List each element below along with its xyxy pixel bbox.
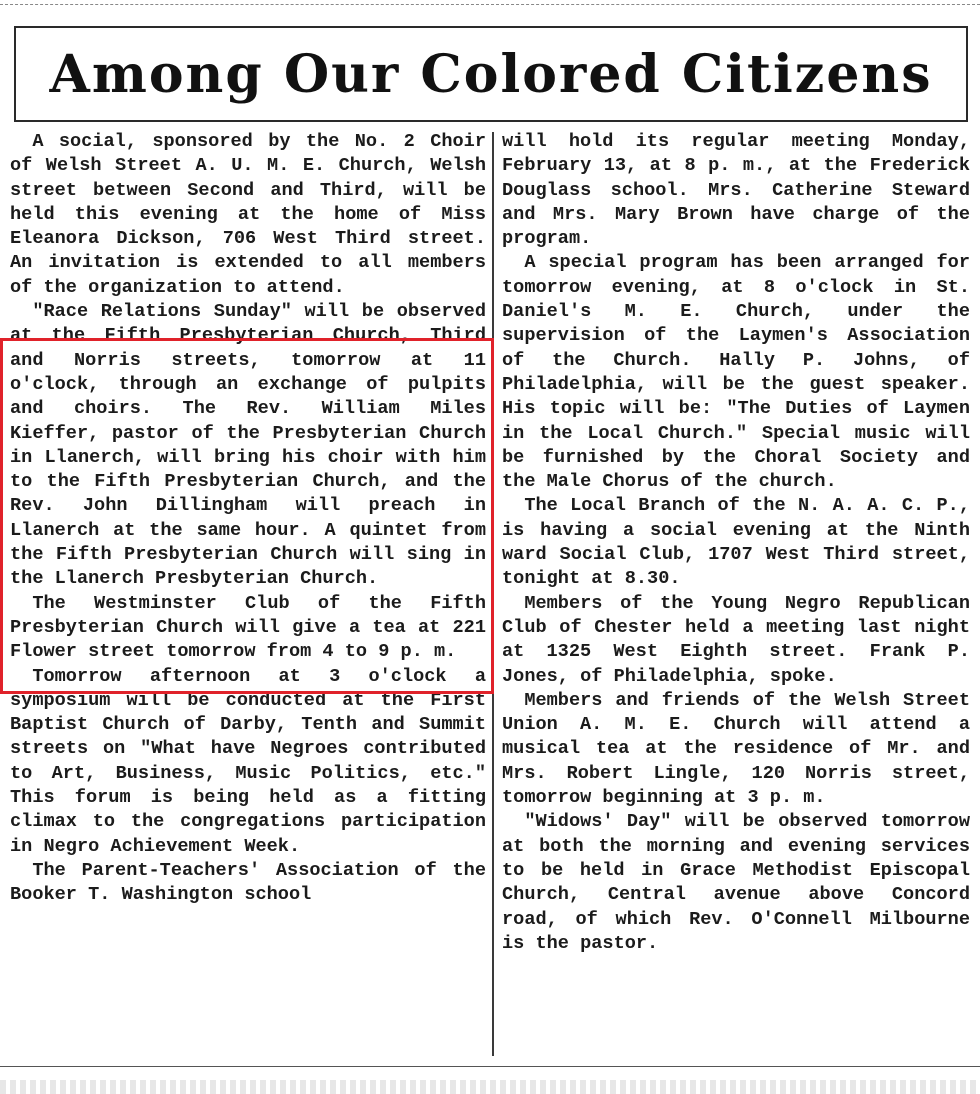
article-baptist-symposium: Tomorrow afternoon at 3 o'clock a symposium will be conducted at the First Baptist Church of Darby, Tenth and Summit streets on "What have Negroes contributed to Art, Business, Music Politics, etc." This forum is being held as a fitting climax to the congregations participation in Negro Achievement Week. (10, 665, 486, 857)
headline: Among Our Colored Citizens (49, 43, 933, 105)
article-choir-social: A social, sponsored by the No. 2 Choir of Welsh Street A. U. M. E. Church, Welsh street between Second and Third, will be held this evening at the home of Miss Eleanora Dickson, 706 West Third street. An invitation is extended to all members of the organization to attend. (10, 131, 486, 298)
bottom-strip (0, 1080, 980, 1094)
masthead-box (14, 26, 968, 122)
bottom-rule (0, 1066, 980, 1067)
article-widows-day: "Widows' Day" will be observed tomorrow at both the morning and evening services to be held in Grace Methodist Episcopal Church, Central avenue above Concord road, of which Rev. O'Connell Milbourne is the pastor. (502, 811, 970, 954)
article-pta-meeting-continued: will hold its regular meeting Monday, February 13, at 8 p. m., at the Frederick Douglass school. Mrs. Catherine Steward and Mrs. Mary Brown have charge of the program. (502, 131, 970, 250)
article-race-relations-sunday: "Race Relations Sunday" will be observed at the Fifth Presbyterian Church, Third and Norris streets, tomorrow at 11 o'clock, through an exchange of pulpits and choirs. The Rev. William Miles Kieffer, pastor of the Presbyterian Church in Llanerch, will bring his choir with him to the Fifth Presbyterian Church, and the Rev. John Dillingham will preach in Llanerch at the same hour. A quintet from the Fifth Presbyterian Church will sing in the Llanerch Presbyterian Church. (10, 301, 486, 590)
right-column (502, 130, 970, 956)
article-laymen-program: A special program has been arranged for tomorrow evening, at 8 o'clock in St. Daniel's M. E. Church, under the supervision of the Laymen's Association of the Church. Hally P. Johns, of Philadelphia, will be the guest speaker. His topic will be: "The Duties of Laymen in the Local Church." Special music will be furnished by the Choral Society and the Male Chorus of the church. (502, 252, 970, 493)
article-westminster-club-tea: The Westminster Club of the Fifth Presbyterian Church will give a tea at 221 Flower street tomorrow from 4 to 9 p. m. (10, 592, 486, 663)
article-parent-teachers-association: The Parent-Teachers' Association of the Booker T. Washington school (10, 859, 486, 906)
column-divider (492, 132, 494, 1056)
article-young-negro-republican-club: Members of the Young Negro Republican Club of Chester held a meeting last night at 1325 West Eighth street. Frank P. Jones, of Philadelphia, spoke. (502, 592, 970, 687)
top-rule (0, 4, 980, 5)
article-naacp-social: The Local Branch of the N. A. A. C. P., is having a social evening at the Ninth ward Social Club, 1707 West Third street, tonight at 8.30. (502, 495, 970, 590)
left-column (10, 130, 486, 908)
article-musical-tea: Members and friends of the Welsh Street Union A. M. E. Church will attend a musical tea at the residence of Mr. and Mrs. Robert Lingle, 120 Norris street, tomorrow beginning at 3 p. m. (502, 689, 970, 809)
